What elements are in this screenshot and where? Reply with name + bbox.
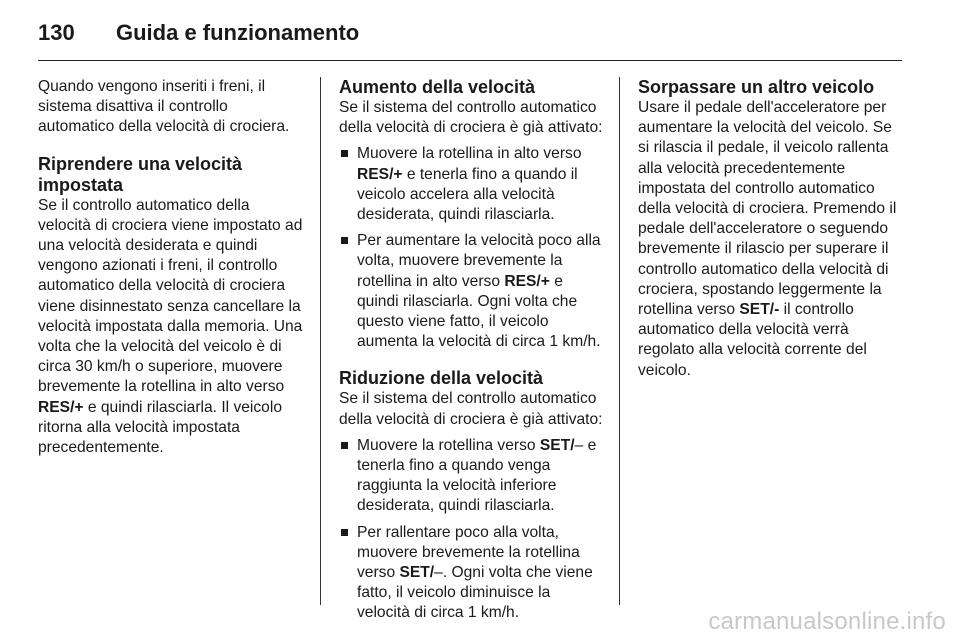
paragraph-text: Usare il pedale dell'acceleratore per aumentare la velocità del veicolo. Se si rilascia il pedale, il veicolo rallenta alla velocità precedentemente impostata del controllo automatico della velocità di crociera. Premendo il pedale dell'acceleratore o seguendo brevemente il rilascio per superare il controllo automatico della velocità di crociera, spostando leggermente la rotellina verso bbox=[638, 99, 897, 319]
intro-paragraph: Quando vengono inseriti i freni, il sistema disattiva il controllo automatico della velocità di crociera. bbox=[38, 78, 290, 136]
chapter-title: Guida e funzionamento bbox=[116, 20, 360, 45]
column-middle bbox=[339, 77, 605, 630]
list-item bbox=[339, 523, 605, 624]
header-rule bbox=[38, 60, 902, 61]
paragraph-text: Se il controllo automatico della velocità di crociera viene impostato ad una velocità desiderata e quindi vengono azionati i freni, il controllo automatico della velocità di crociera viene disinnestato senza cancellare la velocità impostata dalla memoria. Una volta che la velocità del veicolo è di circa 30 km/h o superiore, muovere brevemente la rotellina in alto verso bbox=[38, 196, 303, 396]
control-label-set: SET/ bbox=[399, 564, 435, 582]
section-title-resume-speed: Riprendere una velocità impostata bbox=[38, 153, 243, 195]
page-number: 130 bbox=[38, 20, 75, 45]
resume-speed-paragraph bbox=[38, 196, 306, 459]
section-title-increase-speed: Aumento della velocità bbox=[339, 77, 536, 97]
section-title-reduce-speed: Riduzione della velocità bbox=[339, 368, 544, 389]
list-item-text: Muovere la rotellina verso bbox=[357, 436, 540, 454]
column-divider bbox=[619, 77, 620, 605]
control-label-set: SET/ bbox=[539, 436, 575, 454]
reduce-speed-intro: Se il sistema del controllo automatico della velocità di crociera è già attivato: bbox=[339, 390, 603, 428]
control-label-res: RES/+ bbox=[357, 165, 403, 183]
list-item bbox=[339, 144, 605, 225]
list-item-text: e tenerla fino a quando il veicolo accelera alla velocità desiderata, quindi rilasciarla. bbox=[357, 165, 578, 224]
increase-speed-list bbox=[339, 144, 605, 352]
square-bullet-icon bbox=[341, 442, 348, 449]
list-item-text: Per rallentare poco alla volta, muovere brevemente la rotellina verso bbox=[357, 523, 580, 582]
list-item-text: –. Ogni volta che viene fatto, il veicolo diminuisce la velocità di circa 1 km/h. bbox=[357, 564, 593, 622]
increase-speed-intro: Se il sistema del controllo automatico della velocità di crociera è già attivato: bbox=[339, 99, 603, 137]
section-title-overtake: Sorpassare un altro veicolo bbox=[638, 77, 875, 97]
paragraph-text: e quindi rilasciarla. Il veicolo ritorna alla velocità impostata precedentemente. bbox=[38, 398, 282, 457]
overtake-paragraph bbox=[638, 98, 904, 381]
control-label-set: SET/- bbox=[739, 301, 780, 319]
square-bullet-icon bbox=[341, 150, 348, 157]
column-left bbox=[38, 77, 306, 458]
list-item-text: Muovere la rotellina in alto verso bbox=[357, 145, 582, 163]
column-divider bbox=[320, 77, 321, 605]
control-label-res: RES/+ bbox=[38, 398, 84, 416]
column-right bbox=[638, 77, 904, 381]
list-item bbox=[339, 231, 605, 352]
page-header bbox=[38, 16, 359, 50]
square-bullet-icon bbox=[341, 237, 348, 244]
reduce-speed-list bbox=[339, 436, 605, 624]
list-item-text: Per aumentare la velocità poco alla volta, muovere brevemente la rotellina in alto verso bbox=[357, 232, 601, 290]
control-label-res: RES/+ bbox=[504, 272, 550, 290]
list-item bbox=[339, 436, 605, 517]
square-bullet-icon bbox=[341, 529, 348, 536]
watermark: carmanualsonline.info bbox=[708, 608, 946, 635]
list-item-text: – e tenerla fino a quando venga raggiunta la velocità inferiore desiderata, quindi rilasciarla. bbox=[357, 436, 597, 515]
paragraph-text: il controllo automatico della velocità verrà regolato alla velocità corrente del veicolo. bbox=[638, 301, 867, 379]
list-item-text: e quindi rilasciarla. Ogni volta che questo viene fatto, il veicolo aumenta la velocità di circa 1 km/h. bbox=[357, 272, 601, 351]
